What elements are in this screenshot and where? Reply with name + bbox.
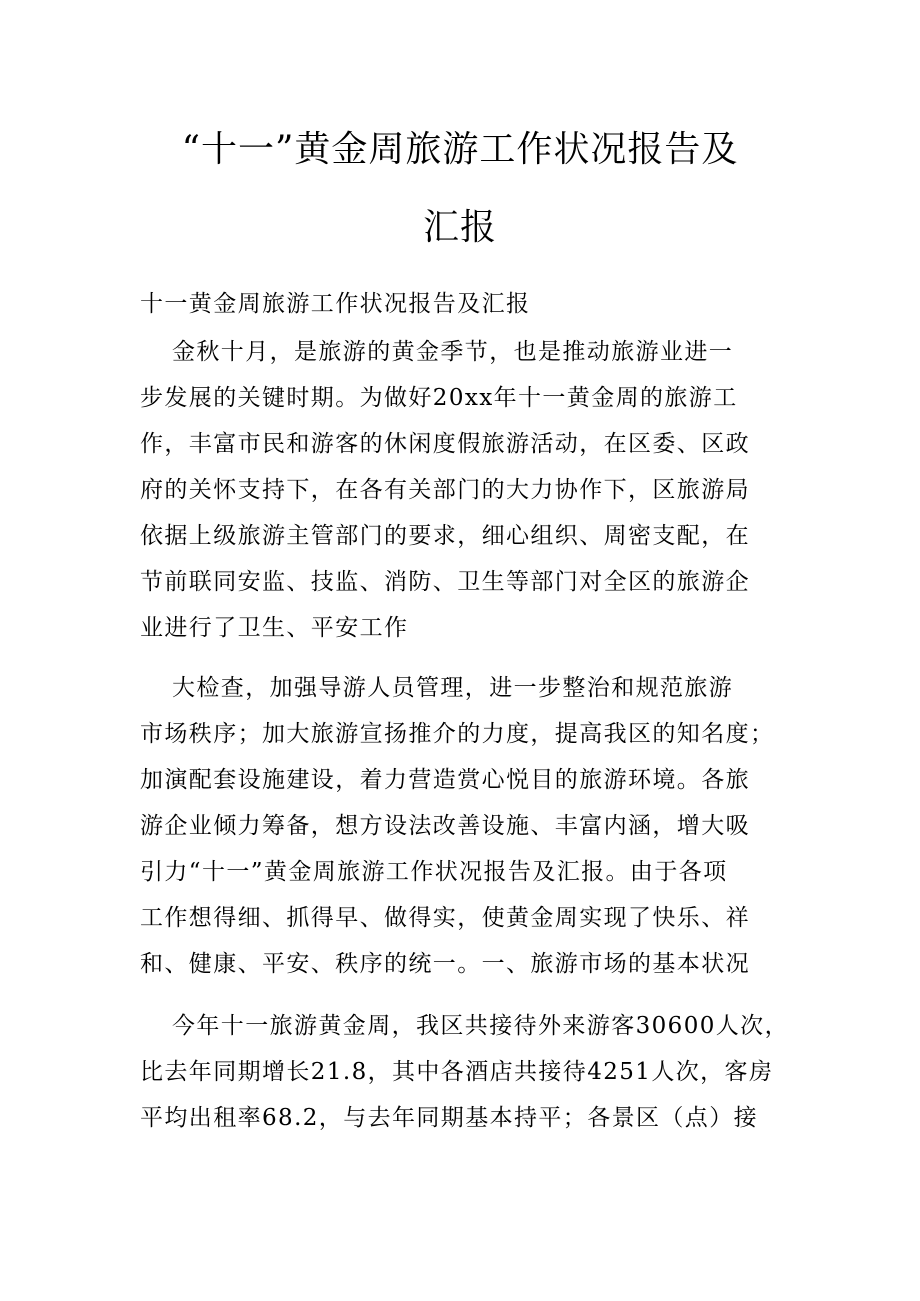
paragraph-line: 引力“十一”黄金周旅游工作状况报告及汇报。由于各项 — [140, 859, 728, 885]
paragraph-line: 业进行了卫生、平安工作 — [140, 615, 409, 641]
paragraph-line: 平均出租率68.2，与去年同期基本持平；各景区（点）接 — [140, 1105, 759, 1131]
paragraph-line: 比去年同期增长21.8，其中各酒店共接待4251人次，客房 — [140, 1059, 774, 1085]
paragraph-line: 今年十一旅游黄金周，我区共接待外来游客30600人次， — [172, 1013, 789, 1039]
document-subtitle: 十一黄金周旅游工作状况报告及汇报 — [140, 291, 531, 317]
paragraph-line: 加演配套设施建设，着力营造赏心悦目的旅游环境。各旅 — [140, 767, 750, 793]
paragraph-line: 依据上级旅游主管部门的要求，细心组织、周密支配，在 — [140, 523, 750, 549]
paragraph-line: 步发展的关键时期。为做好20xx年十一黄金周的旅游工 — [140, 385, 738, 411]
paragraph-line: 府的关怀支持下，在各有关部门的大力协作下，区旅游局 — [140, 477, 750, 503]
paragraph-line: 节前联同安监、技监、消防、卫生等部门对全区的旅游企 — [140, 569, 750, 595]
paragraph-line: 工作想得细、抓得早、做得实，使黄金周实现了快乐、祥 — [140, 905, 750, 931]
paragraph-line: 游企业倾力筹备，想方设法改善设施、丰富内涵，增大吸 — [140, 813, 750, 839]
document-title-line-2: 汇报 — [422, 207, 497, 248]
paragraph-line: 市场秩序；加大旅游宣扬推介的力度，提高我区的知名度； — [140, 721, 775, 747]
document-title-line-1: “十一”黄金周旅游工作状况报告及 — [181, 129, 739, 170]
paragraph-line: 和、健康、平安、秩序的统一。一、旅游市场的基本状况 — [140, 951, 750, 977]
paragraph-line: 金秋十月，是旅游的黄金季节，也是推动旅游业进一 — [172, 339, 734, 365]
paragraph-line: 大检查，加强导游人员管理，进一步整治和规范旅游 — [172, 675, 734, 701]
paragraph-line: 作，丰富市民和游客的休闲度假旅游活动，在区委、区政 — [140, 431, 750, 457]
